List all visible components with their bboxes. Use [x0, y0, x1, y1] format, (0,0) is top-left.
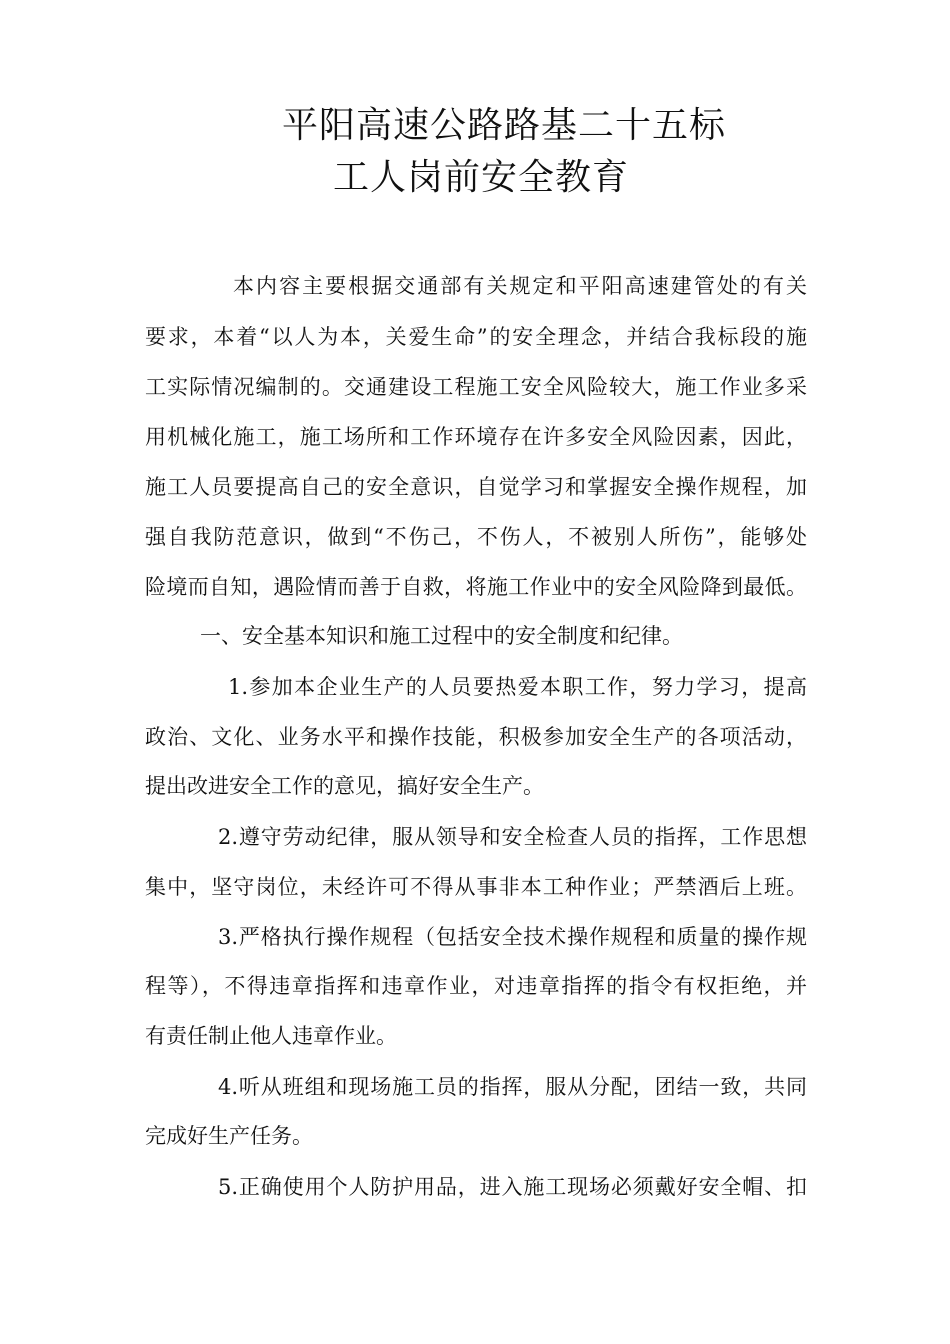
paragraph-line: 本内容主要根据交通部有关规定和平阳高速建管处的有关 — [233, 274, 807, 298]
paragraph-line: 集中，坚守岗位，未经许可不得从事非本工种作业；严禁酒后上班。 — [145, 875, 807, 899]
paragraph-line: 1.参加本企业生产的人员要热爱本职工作，努力学习，提高 — [228, 675, 807, 699]
paragraph-line: 3.严格执行操作规程（包括安全技术操作规程和质量的操作规 — [218, 925, 807, 949]
paragraph-line: 完成好生产任务。 — [145, 1124, 313, 1148]
paragraph-line: 险境而自知，遇险情而善于自救，将施工作业中的安全风险降到最低。 — [145, 575, 807, 599]
paragraph-line: 2.遵守劳动纪律，服从领导和安全检查人员的指挥，工作思想 — [218, 825, 807, 849]
document-title-line-1: 平阳高速公路路基二十五标 — [282, 105, 727, 146]
paragraph-line: 施工人员要提高自己的安全意识，自觉学习和掌握安全操作规程，加 — [145, 475, 807, 499]
section-heading: 一、安全基本知识和施工过程中的安全制度和纪律。 — [200, 624, 683, 648]
paragraph-line: 用机械化施工，施工场所和工作环境存在许多安全风险因素，因此， — [145, 425, 807, 449]
paragraph-line: 要求，本着“以人为本，关爱生命”的安全理念，并结合我标段的施 — [145, 325, 807, 349]
document-title-line-2: 工人岗前安全教育 — [333, 157, 630, 198]
paragraph-line: 工实际情况编制的。交通建设工程施工安全风险较大，施工作业多采 — [145, 375, 807, 399]
paragraph-line: 提出改进安全工作的意见，搞好安全生产。 — [145, 774, 544, 798]
paragraph-line: 强自我防范意识，做到“不伤己，不伤人，不被别人所伤”，能够处 — [145, 525, 807, 549]
paragraph-line: 程等），不得违章指挥和违章作业，对违章指挥的指令有权拒绝，并 — [145, 974, 807, 998]
paragraph-line: 有责任制止他人违章作业。 — [145, 1024, 397, 1048]
paragraph-line: 4.听从班组和现场施工员的指挥，服从分配，团结一致，共同 — [218, 1075, 807, 1099]
paragraph-line: 政治、文化、业务水平和操作技能，积极参加安全生产的各项活动， — [145, 725, 807, 749]
paragraph-line: 5.正确使用个人防护用品，进入施工现场必须戴好安全帽、扣 — [218, 1175, 807, 1199]
